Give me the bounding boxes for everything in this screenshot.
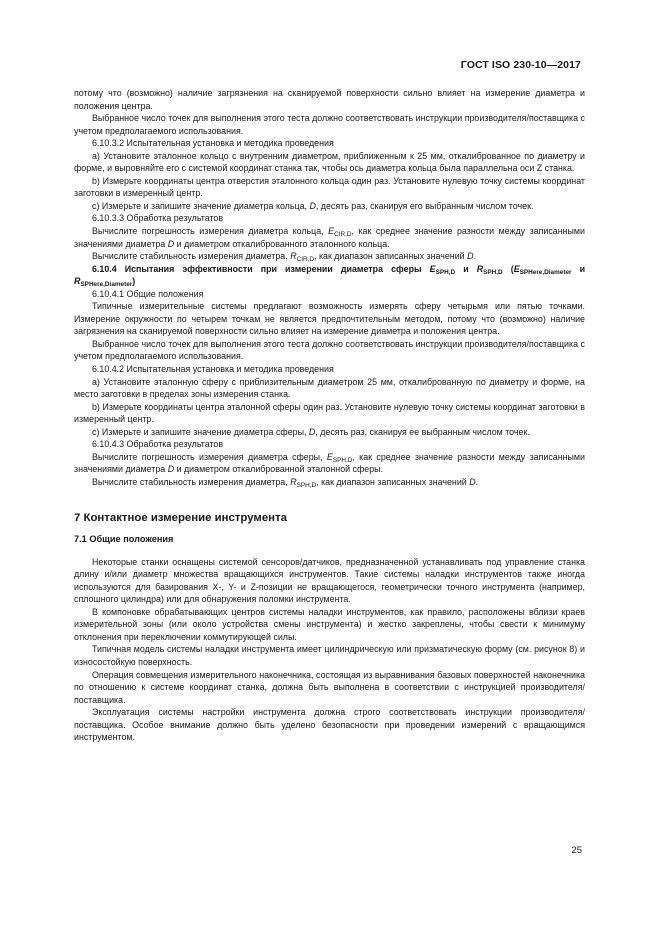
section-heading: 6.10.4 Испытания эффективности при измерении диаметра сферы $E_{SPH,D}$ и $R_{SPH,D}$ ($E_{SPHere,Diameter}$ и $R_{SPHere,Diameter}$)	[74, 263, 586, 289]
section-heading: 7.1 Общие положения	[74, 534, 174, 545]
subsection-heading: 6.10.4.2 Испытательная установка и методика проведения	[92, 364, 334, 375]
paragraph: Выбранное число точек для выполнения этого теста должно соответствовать инструкции производителя/поставщика с учетом предполагаемого использования.	[74, 338, 585, 362]
paragraph: с) Измерьте и запишите значение диаметра кольца, D, десять раз, сканируя его выбранным числом точек.	[92, 200, 534, 211]
paragraph: с) Измерьте и запишите значение диаметра сферы, D, десять раз, сканируя ее выбранным числом точек.	[92, 426, 530, 437]
chapter-heading: 7 Контактное измерение инструмента	[74, 511, 287, 524]
subsection-heading: 6.10.4.3 Обработка результатов	[92, 439, 224, 450]
paragraph: b) Измерьте координаты центра отверстия эталонного кольца один раз. Установите нулевую точку системы координат заготовки в измеренный центр.	[74, 175, 585, 199]
paragraph: Операция совмещения измерительного наконечника, состоящая из выравнивания базовых поверхностей наконечника по отношению к системе координат станка, должна быть выполнена в соответствии с инструкцией производителя/поставщика.	[74, 669, 585, 705]
paragraph: а) Установите эталонную сферу с приблизительным диаметром 25 мм, откалиброванную по диаметру и форме, на место заготовки в пределах зоны измерения станка.	[74, 376, 585, 400]
paragraph: а) Установите эталонное кольцо с внутренним диаметром, приближенным к 25 мм, откалиброванное по диаметру и форме, и выровняйте его с системой координат станка так, чтобы ось диаметра кольца была параллельна оси Z станка.	[74, 150, 585, 174]
page-number: 25	[571, 845, 582, 856]
paragraph: Вычислите стабильность измерения диаметра, $R_{CIR,D}$, как диапазон записанных значений D.	[92, 251, 476, 264]
paragraph: Выбранное число точек для выполнения этого теста должно соответствовать инструкции производителя/поставщика с учетом предполагаемого использования.	[74, 113, 585, 136]
paragraph: В компоновке обрабатывающих центров системы наладки инструментов, как правило, расположены вблизи краев измерительной зоны (или около устройства смены инструмента) и жестко закреплены, чтобы свести к минимуму отклонения при переключении коммутирующей силы.	[74, 606, 585, 642]
paragraph: потому что (возможно) наличие загрязнения на сканируемой поверхности сильно влияет на измерение диаметра и положения центра.	[74, 88, 585, 111]
paragraph: Вычислите погрешность измерения диаметра кольца, $E_{CIR,D}$, как среднее значение разности между записанными значениями диаметра D и диаметром откалиброванного эталонного кольца.	[74, 226, 585, 249]
subsection-heading: 6.10.4.1 Общие положения	[92, 288, 204, 299]
subsection-heading: 6.10.3.2 Испытательная установка и методика проведения	[92, 138, 334, 149]
document-body	[74, 87, 585, 744]
paragraph: Типичная модель системы наладки инструмента имеет цилиндрическую или призматическую форму (см. рисунок 8) и износостойкую поверхность.	[74, 644, 585, 667]
document-header: ГОСТ ISO 230-10—2017	[460, 59, 581, 71]
paragraph: Вычислите погрешность измерения диаметра сферы, $E_{SPH,D}$, как среднее значение разности между записанными значениями диаметра D и диаметром откалиброванной эталонной сферы.	[74, 451, 585, 475]
paragraph: Некоторые станки оснащены системой сенсоров/датчиков, предназначенной устанавливать под управление станка длину и/или диаметр множества вращающихся инструментов. Такие системы наладки инструментов также иногда используются для базирования X-, Y- и Z-позиции не вращающегося, геометрически точного инструмента (например, сплошного цилиндра) или для обнаружения поломки инструмента.	[74, 556, 585, 605]
subsection-heading: 6.10.3.3 Обработка результатов	[92, 213, 224, 224]
paragraph: Вычислите стабильность измерения диаметра, $R_{SPH,D}$, как диапазон записанных значений D.	[92, 476, 479, 489]
paragraph: b) Измерьте координаты центра эталонной сферы один раз. Установите нулевую точку системы координат заготовки в измеренный центр.	[74, 401, 585, 425]
paragraph: Типичные измерительные системы предлагают возможность измерять сферу четырьмя или пятью точками. Измерение окружности по четырем точкам не является предпочтительным методом, потому что (возможно) наличие загрязнения на сканируемой поверхности сильно влияет на измерение диаметра и положения центра.	[74, 301, 585, 337]
paragraph: Эксплуатация системы настройки инструмента должна строго соответствовать инструкции производителя/поставщика. Особое внимание должно быть уделено безопасности при проведении измерений с вращающимся инструментом.	[74, 707, 585, 743]
